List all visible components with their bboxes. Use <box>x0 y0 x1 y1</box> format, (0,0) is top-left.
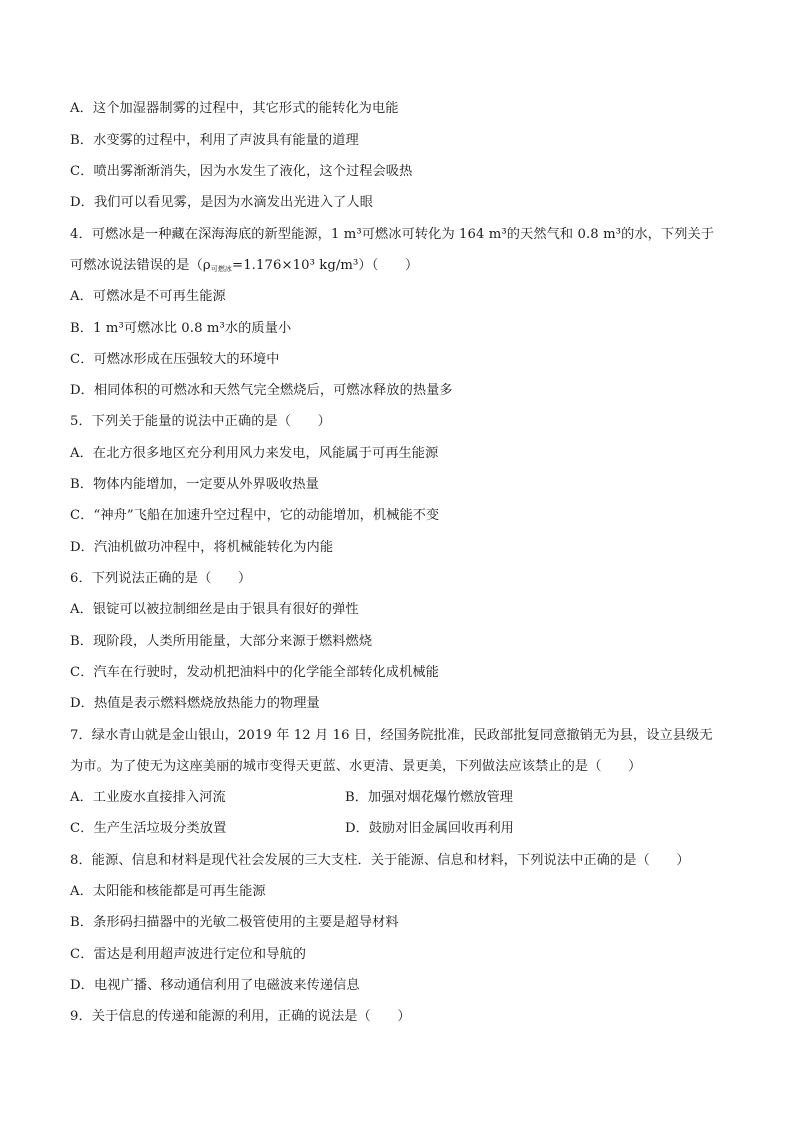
q4-option-c: C．可燃冰形成在压强较大的环境中 <box>70 352 280 367</box>
q7-option-c: C．生产生活垃圾分类放置 <box>70 821 227 836</box>
q7-stem-line2: 为市。为了使无为这座美丽的城市变得天更蓝、水更清、景更美，下列做法应该禁止的是（ ） <box>70 759 642 774</box>
q8-option-c: C．雷达是利用超声波进行定位和导航的 <box>70 947 307 962</box>
q3-option-c: C．喷出雾渐渐消失，因为水发生了液化，这个过程会吸热 <box>70 164 413 179</box>
q6-option-c: C．汽车在行驶时，发动机把油料中的化学能全部转化成机械能 <box>70 665 439 680</box>
q5-option-c: C．“神舟”飞船在加速升空过程中，它的动能增加，机械能不变 <box>70 508 440 523</box>
q7-option-a: A．工业废水直接排入河流 <box>70 790 226 805</box>
q3-option-a: A．这个加湿器制雾的过程中，其它形式的能转化为电能 <box>70 101 399 116</box>
q8-option-d: D．电视广播、移动通信利用了电磁波来传递信息 <box>70 978 360 993</box>
q9-stem: 9．关于信息的传递和能源的利用，正确的说法是（ ） <box>70 1009 411 1024</box>
q6-option-d: D．热值是表示燃料燃烧放热能力的物理量 <box>70 696 320 711</box>
q6-option-a: A．银锭可以被拉制细丝是由于银具有很好的弹性 <box>70 602 359 617</box>
q4-density-subscript: 可燃冰 <box>210 265 233 273</box>
q3-option-b: B．水变雾的过程中，利用了声波具有能量的道理 <box>70 133 359 148</box>
q7-option-d: D．鼓励对旧金属回收再利用 <box>345 821 514 836</box>
q7-option-b: B．加强对烟花爆竹燃放管理 <box>345 790 513 805</box>
q5-option-b: B．物体内能增加，一定要从外界吸收热量 <box>70 477 319 492</box>
q4-option-d: D．相同体积的可燃冰和天然气完全燃烧后，可燃冰释放的热量多 <box>70 383 453 398</box>
q4-stem-line2 <box>70 257 418 278</box>
q5-stem: 5．下列关于能量的说法中正确的是（ ） <box>70 414 331 429</box>
q8-stem: 8．能源、信息和材料是现代社会发展的三大支柱．关于能源、信息和材料，下列说法中正确的是（ ） <box>70 853 690 868</box>
q4-stem-text: 可燃冰说法错误的是（ρ <box>70 258 211 273</box>
q6-stem: 6．下列说法正确的是（ ） <box>70 571 252 586</box>
q3-option-d: D．我们可以看见雾，是因为水滴发出光进入了人眼 <box>70 195 373 210</box>
q8-option-a: A．太阳能和核能都是可再生能源 <box>70 884 266 899</box>
q4-density-value: =1.176×10³ kg/m³）（ ） <box>232 258 419 273</box>
q4-option-a: A．可燃冰是不可再生能源 <box>70 289 226 304</box>
q4-stem-line1: 4．可燃冰是一种藏在深海海底的新型能源，1 m³可燃冰可转化为 164 m³的天然气和 0.8 m³的水，下列关于 <box>70 227 715 242</box>
q5-option-a: A．在北方很多地区充分利用风力来发电，风能属于可再生能源 <box>70 446 439 461</box>
q6-option-b: B．现阶段，人类所用能量，大部分来源于燃料燃烧 <box>70 634 373 649</box>
q7-stem-line1: 7．绿水青山就是金山银山，2019 年 12 月 16 日，经国务院批准，民政部批复同意撤销无为县，设立县级无 <box>70 728 713 743</box>
q4-option-b: B．1 m³可燃冰比 0.8 m³水的质量小 <box>70 321 292 336</box>
q8-option-b: B．条形码扫描器中的光敏二极管使用的主要是超导材料 <box>70 915 399 930</box>
q5-option-d: D．汽油机做功冲程中，将机械能转化为内能 <box>70 540 334 555</box>
